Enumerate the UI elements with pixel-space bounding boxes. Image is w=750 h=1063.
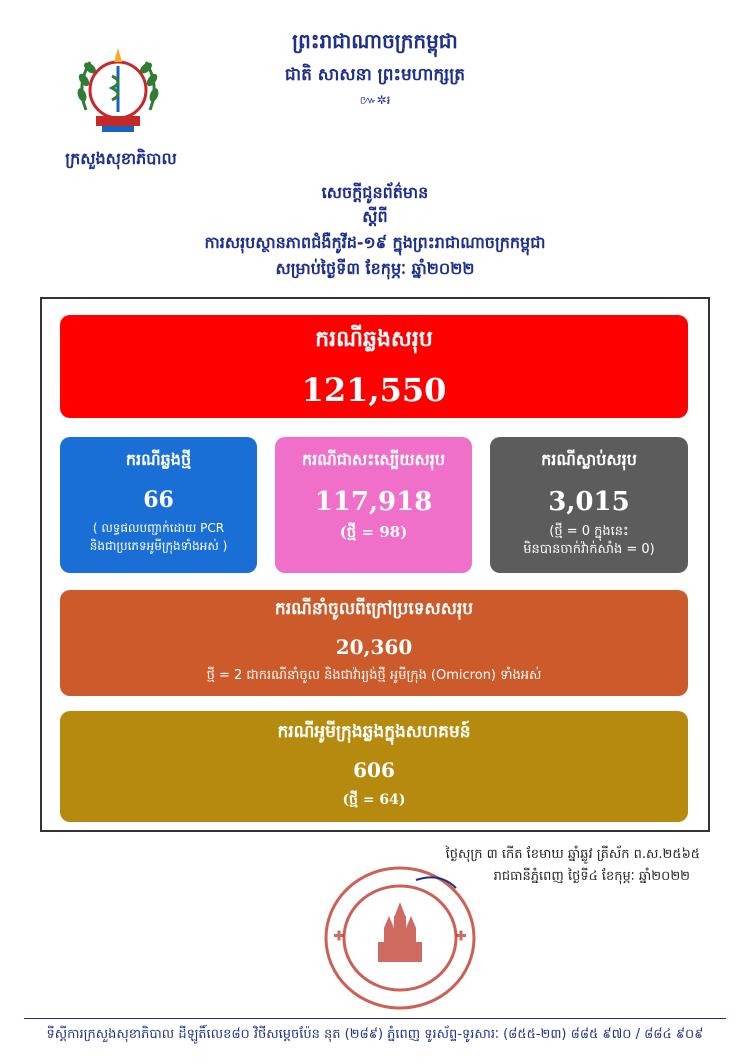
imported-cases-card	[60, 590, 688, 696]
press-release-heading: សេចក្តីជូនព័ត៌មាន	[321, 183, 429, 202]
footer-divider	[24, 1018, 726, 1019]
ministry-address-footer: ទីស្តីការក្រសួងសុខាភិបាល ដីឡូតិ៍លេខ៨០ វិថីសម្ដេចប៉ែន នុត (២៨៩) ភ្នំពេញ ទូរស័ព្ទ-ទូរសារៈ (៨៥៥-២៣) ៨៨៥ ៩៧០ / ៨៨៤ ៩០៩	[46, 1027, 704, 1042]
ornament: ៚✲៛	[359, 93, 391, 107]
kingdom-heading: ព្រះរាជាណាចក្រកម្ពុជា	[292, 29, 458, 53]
lunar-date: ថ្ងៃសុក្រ ៣ កើត ខែមាឃ ឆ្នាំឆ្លូវ ត្រីស័ក ព.ស.២៥៦៥	[445, 847, 700, 862]
new-cases-note-line1: ( លទ្ធផលបញ្ជាក់ដោយ PCR	[92, 521, 225, 535]
about-heading: ស្តីពី	[362, 207, 388, 226]
recovered-note: (ថ្មី = 98)	[339, 523, 408, 541]
new-cases-value: 66	[143, 487, 174, 513]
recovered-value: 117,918	[314, 487, 433, 517]
community-label: ករណីអូមីក្រុងឆ្លងក្នុងសហគមន៍	[277, 722, 471, 742]
deaths-label: ករណីស្លាប់សរុប	[541, 450, 637, 469]
new-cases-card	[60, 437, 257, 573]
report-date-heading: សម្រាប់ថ្ងៃទី៣ ខែកុម្ភៈ ឆ្នាំ២០២២	[275, 259, 475, 278]
total-cases-value: 121,550	[301, 371, 447, 409]
recovered-card	[275, 437, 472, 573]
recovered-label: ករណីជាសះស្បើយសរុប	[301, 450, 446, 469]
total-cases-label: ករណីឆ្លងសរុប	[315, 327, 433, 352]
ministry-name: ក្រសួងសុខាភិបាល	[65, 149, 177, 168]
new-cases-note-line2: និងជាប្រភេទអូមីក្រុងទាំងអស់ )	[89, 539, 228, 553]
new-cases-label: ករណីឆ្លងថ្មី	[125, 450, 192, 469]
deaths-value: 3,015	[548, 487, 630, 517]
ministry-logo	[68, 40, 168, 140]
imported-label: ករណីនាំចូលពីក្រៅប្រទេសសរុប	[274, 599, 474, 619]
national-motto: ជាតិ សាសនា ព្រះមហាក្សត្រ	[284, 65, 466, 85]
subject-heading: ការសរុបស្ថានភាពជំងឺកូវីដ-១៩ ក្នុងព្រះរាជាណាចក្រកម្ពុជា	[204, 233, 546, 252]
imported-value: 20,360	[335, 635, 413, 659]
place-and-date: រាជធានីភ្នំពេញ ថ្ងៃទី៤ ខែកុម្ភៈ ឆ្នាំ២០២២	[493, 869, 690, 884]
total-cases-card	[60, 315, 688, 418]
deaths-card	[490, 437, 688, 573]
imported-note: ថ្មី = 2 ជាករណីនាំចូល និងជាវ៉ារ្យង់ថ្មី អូមីក្រុង (Omicron) ទាំងអស់	[206, 668, 542, 683]
community-note: (ថ្មី = 64)	[342, 792, 406, 808]
deaths-note-line1: (ថ្មី = 0 ក្នុងនេះ	[549, 524, 629, 539]
community-omicron-card	[60, 711, 688, 822]
deaths-note-line2: មិនបានចាក់វ៉ាក់សាំង = 0)	[523, 542, 655, 557]
community-value: 606	[353, 758, 395, 782]
